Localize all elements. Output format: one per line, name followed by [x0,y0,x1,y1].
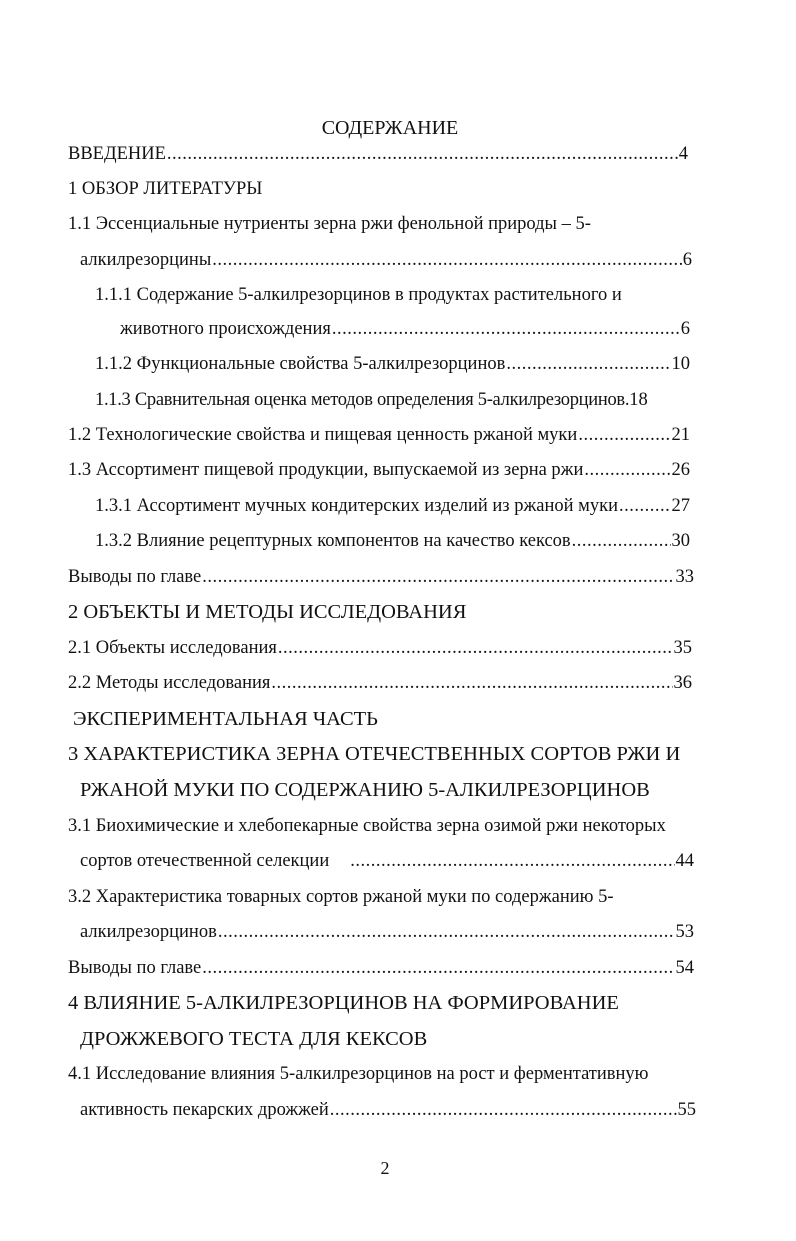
toc-entry[interactable] [68,210,591,238]
toc-entry-text: 1.1.1 Содержание 5-алкилрезорцинов в продуктах растительного и [95,285,622,305]
toc-entry-page: 54 [675,958,694,978]
toc-leader [271,669,672,697]
page-number: 2 [380,1158,390,1178]
toc-leader [506,350,670,378]
toc-entry-page: 33 [675,567,694,587]
toc-entry-text: 1.2 Технологические свойства и пищевая ценность ржаной муки [68,425,578,445]
page-title: СОДЕРЖАНИЕ [321,117,459,139]
toc-leader [584,456,670,484]
toc-entry-page: 55 [677,1100,696,1120]
toc-entry[interactable] [68,421,690,449]
toc-entry-text: 1.1.3 Сравнительная оценка методов определения 5-алкилрезорцинов. [95,390,630,410]
toc-entry-page: 27 [671,496,690,516]
toc-entry-text: 1.3.1 Ассортимент мучных кондитерских изделий из ржаной муки [95,496,618,516]
toc-entry-text: 4 ВЛИЯНИЕ 5-АЛКИЛРЕЗОРЦИНОВ НА ФОРМИРОВАНИЕ [68,992,619,1014]
toc-entry-text: активность пекарских дрожжей [80,1100,329,1120]
toc-leader [212,246,682,274]
toc-entry-page: 10 [671,354,690,374]
toc-entry-page: 30 [671,531,690,551]
toc-entry[interactable] [68,175,262,203]
toc-entry-page: 36 [673,673,692,693]
toc-entry-text: 2 ОБЪЕКТЫ И МЕТОДЫ ИССЛЕДОВАНИЯ [68,601,467,623]
toc-entry-text: 1.3.2 Влияние рецептурных компонентов на качество кексов [95,531,571,551]
toc-entry[interactable] [80,1025,427,1053]
toc-entry[interactable] [95,527,690,555]
toc-entry-text: 1.3 Ассортимент пищевой продукции, выпускаемой из зерна ржи [68,460,584,480]
toc-entry-text: 2.2 Методы исследования [68,673,271,693]
toc-leader [202,563,674,591]
toc-leader [619,492,671,520]
toc-entry-page: 26 [671,460,690,480]
toc-entry-text: 1.1 Эссенциальные нутриенты зерна ржи фенольной природы – 5- [68,214,591,234]
toc-entry-text: 3.2 Характеристика товарных сортов ржаной муки по содержанию 5- [68,887,614,907]
toc-leader [278,634,673,662]
toc-leader [167,140,678,168]
toc-entry-page: 6 [682,250,692,270]
toc-entry[interactable] [80,776,650,804]
toc-entry[interactable] [68,598,466,626]
toc-entry[interactable] [80,847,694,875]
toc-entry[interactable] [68,634,692,662]
toc-entry-text: 1 ОБЗОР ЛИТЕРАТУРЫ [68,179,263,199]
toc-entry-page: 35 [673,638,692,658]
toc-entry-text: 3 ХАРАКТЕРИСТИКА ЗЕРНА ОТЕЧЕСТВЕННЫХ СОРТОВ РЖИ И [68,743,681,765]
toc-entry-text: Выводы по главе [68,958,202,978]
toc-entry[interactable] [68,989,619,1017]
toc-entry[interactable] [68,456,690,484]
toc-entry-text: ДРОЖЖЕВОГО ТЕСТА ДЛЯ КЕКСОВ [80,1028,428,1050]
toc-entry-text: ВВЕДЕНИЕ [68,144,166,164]
toc-entry[interactable] [68,954,694,982]
toc-entry-text: ЭКСПЕРИМЕНТАЛЬНАЯ ЧАСТЬ [73,708,378,730]
toc-entry-text: Выводы по главе [68,567,202,587]
toc-entry-page: 6 [680,319,690,339]
toc-entry[interactable] [68,740,680,768]
toc-entry[interactable] [68,883,614,911]
toc-entry-text: сортов отечественной селекции [80,851,330,871]
toc-leader [330,1096,677,1124]
toc-entry[interactable] [120,315,690,343]
toc-leader [578,421,670,449]
toc-entry[interactable] [68,812,666,840]
toc-entry-text: алкилрезорцинов [80,922,217,942]
toc-entry-page: 53 [675,922,694,942]
toc-leader [202,954,674,982]
toc-entry-page: 4 [678,144,688,164]
toc-entry[interactable] [80,918,694,946]
toc-entry-text: 2.1 Объекты исследования [68,638,277,658]
toc-entry[interactable] [73,705,378,733]
toc-entry[interactable] [68,140,688,168]
toc-entry-text: 1.1.2 Функциональные свойства 5-алкилрезорцинов [95,354,506,374]
toc-entry-page: 18 [629,390,648,410]
toc-entry[interactable] [95,350,690,378]
toc-entry[interactable] [80,1096,696,1124]
toc-entry[interactable] [80,246,692,274]
toc-entry-text: 4.1 Исследование влияния 5-алкилрезорцинов на рост и ферментативную [68,1064,649,1084]
toc-entry[interactable] [95,492,690,520]
toc-entry-page: 44 [675,851,694,871]
toc-leader [332,315,680,343]
toc-entry-text: животного происхождения [120,319,331,339]
toc-entry-text: 3.1 Биохимические и хлебопекарные свойства зерна озимой ржи некоторых [68,816,666,836]
toc-leader [572,527,671,555]
toc-entry[interactable] [68,1060,649,1088]
toc-entry[interactable] [95,386,690,414]
toc-entry[interactable] [68,669,692,697]
toc-entry-text: РЖАНОЙ МУКИ ПО СОДЕРЖАНИЮ 5-АЛКИЛРЕЗОРЦИНОВ [80,779,650,801]
toc-entry-page: 21 [671,425,690,445]
toc-leader [218,918,675,946]
toc-entry-text: алкилрезорцины [80,250,212,270]
toc-entry[interactable] [68,563,694,591]
toc-leader [350,847,674,875]
toc-entry[interactable] [95,281,622,309]
